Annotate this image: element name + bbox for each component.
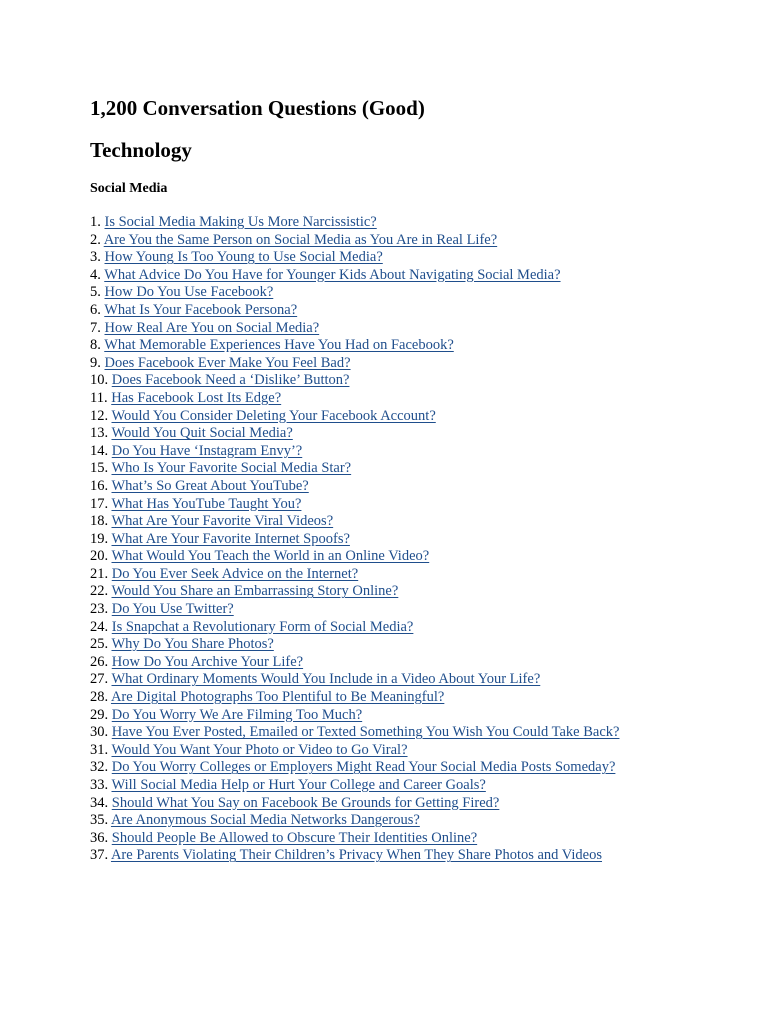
- list-item: [90, 214, 690, 232]
- question-link[interactable]: How Young Is Too Young to Use Social Media?: [104, 249, 383, 266]
- question-number: 15.: [90, 460, 109, 477]
- list-item: [90, 408, 690, 426]
- question-link[interactable]: Are Digital Photographs Too Plentiful to Be Meaningful?: [110, 689, 445, 706]
- question-number: 7.: [90, 319, 101, 336]
- question-link[interactable]: Have You Ever Posted, Emailed or Texted Something You Wish You Could Take Back?: [111, 724, 620, 741]
- question-link[interactable]: Will Social Media Help or Hurt Your College and Career Goals?: [111, 777, 486, 793]
- question-number: 8.: [90, 337, 101, 354]
- question-number: 37.: [90, 847, 109, 864]
- question-link[interactable]: Should People Be Allowed to Obscure Their Identities Online?: [111, 829, 478, 846]
- question-link[interactable]: Do You Have ‘Instagram Envy’?: [111, 442, 303, 459]
- document-page: [90, 94, 690, 865]
- question-link[interactable]: Would You Share an Embarrassing Story Online?: [111, 583, 399, 600]
- list-item: [90, 619, 690, 637]
- question-number: 21.: [90, 565, 109, 582]
- list-item: [90, 671, 690, 689]
- question-number: 35.: [90, 812, 109, 829]
- list-item: [90, 425, 690, 443]
- list-item: [90, 232, 690, 250]
- question-link[interactable]: Do You Worry We Are Filming Too Much?: [111, 706, 363, 723]
- list-item: [90, 777, 690, 795]
- list-item: [90, 390, 690, 408]
- question-number: 4.: [90, 266, 101, 283]
- question-link[interactable]: Is Snapchat a Revolutionary Form of Social Media?: [111, 618, 414, 635]
- list-item: [90, 759, 690, 777]
- question-number: 1.: [90, 214, 101, 230]
- question-number: 33.: [90, 777, 109, 793]
- question-number: 18.: [90, 513, 109, 530]
- question-link[interactable]: What Would You Teach the World in an Online Video?: [111, 548, 430, 565]
- question-link[interactable]: Who Is Your Favorite Social Media Star?: [111, 460, 352, 477]
- question-link[interactable]: How Do You Use Facebook?: [104, 284, 274, 301]
- list-item: [90, 583, 690, 601]
- list-item: [90, 636, 690, 654]
- list-item: [90, 337, 690, 355]
- list-item: [90, 601, 690, 619]
- question-number: 17.: [90, 495, 109, 512]
- question-link[interactable]: Has Facebook Lost Its Edge?: [111, 389, 282, 406]
- question-link[interactable]: What Is Your Facebook Persona?: [104, 301, 298, 318]
- list-item: [90, 689, 690, 707]
- question-link[interactable]: Are Parents Violating Their Children’s Privacy When They Share Photos and Videos: [110, 847, 603, 864]
- question-number: 6.: [90, 301, 101, 318]
- question-link[interactable]: Would You Quit Social Media?: [111, 425, 293, 442]
- list-item: [90, 724, 690, 742]
- list-item: [90, 320, 690, 338]
- list-item: [90, 513, 690, 531]
- list-item: [90, 284, 690, 302]
- question-number: 27.: [90, 671, 109, 688]
- list-item: [90, 443, 690, 461]
- list-item: [90, 372, 690, 390]
- question-link[interactable]: What’s So Great About YouTube?: [111, 477, 309, 494]
- list-item: [90, 531, 690, 549]
- subsection-title: Social Media: [90, 181, 168, 196]
- question-number: 28.: [90, 689, 109, 706]
- question-link[interactable]: Why Do You Share Photos?: [111, 636, 274, 653]
- question-link[interactable]: How Do You Archive Your Life?: [111, 653, 304, 670]
- question-number: 30.: [90, 724, 109, 741]
- question-number: 13.: [90, 425, 109, 442]
- question-number: 5.: [90, 284, 101, 301]
- question-number: 31.: [90, 741, 109, 758]
- list-item: [90, 249, 690, 267]
- question-number: 9.: [90, 354, 101, 371]
- question-link[interactable]: Would You Consider Deleting Your Facebook Account?: [111, 407, 436, 424]
- document-title: 1,200 Conversation Questions (Good): [90, 96, 425, 120]
- section-title: Technology: [90, 138, 192, 162]
- question-link[interactable]: Do You Use Twitter?: [111, 601, 234, 618]
- question-link[interactable]: Do You Worry Colleges or Employers Might Read Your Social Media Posts Someday?: [111, 759, 616, 776]
- question-link[interactable]: Do You Ever Seek Advice on the Internet?: [111, 565, 359, 582]
- list-item: [90, 847, 690, 865]
- question-number: 24.: [90, 618, 109, 635]
- question-number: 19.: [90, 530, 109, 547]
- question-link[interactable]: Are You the Same Person on Social Media as You Are in Real Life?: [103, 231, 498, 248]
- list-item: [90, 830, 690, 848]
- list-item: [90, 566, 690, 584]
- question-link[interactable]: What Are Your Favorite Viral Videos?: [111, 513, 334, 530]
- question-number: 25.: [90, 636, 109, 653]
- list-item: [90, 707, 690, 725]
- question-number: 2.: [90, 231, 101, 248]
- question-link[interactable]: What Advice Do You Have for Younger Kids About Navigating Social Media?: [104, 266, 561, 283]
- question-link[interactable]: What Are Your Favorite Internet Spoofs?: [111, 530, 350, 547]
- question-link[interactable]: What Memorable Experiences Have You Had on Facebook?: [104, 337, 454, 354]
- list-item: [90, 496, 690, 514]
- question-number: 10.: [90, 372, 109, 389]
- question-link[interactable]: Would You Want Your Photo or Video to Go Viral?: [111, 741, 408, 758]
- question-number: 11.: [90, 389, 108, 406]
- question-number: 22.: [90, 583, 109, 600]
- list-item: [90, 355, 690, 373]
- question-number: 20.: [90, 548, 109, 565]
- question-number: 34.: [90, 794, 109, 811]
- question-link[interactable]: Are Anonymous Social Media Networks Dangerous?: [110, 812, 420, 829]
- question-link[interactable]: What Ordinary Moments Would You Include in a Video About Your Life?: [111, 671, 541, 688]
- list-item: [90, 302, 690, 320]
- question-number: 36.: [90, 829, 109, 846]
- question-link[interactable]: How Real Are You on Social Media?: [104, 319, 320, 336]
- question-number: 32.: [90, 759, 109, 776]
- question-link[interactable]: What Has YouTube Taught You?: [111, 495, 302, 512]
- list-item: [90, 812, 690, 830]
- question-number: 29.: [90, 706, 109, 723]
- question-number: 12.: [90, 407, 109, 424]
- question-link[interactable]: Should What You Say on Facebook Be Grounds for Getting Fired?: [111, 794, 500, 811]
- question-number: 26.: [90, 653, 109, 670]
- question-link[interactable]: Does Facebook Need a ‘Dislike’ Button?: [111, 372, 350, 389]
- list-item: [90, 548, 690, 566]
- list-item: [90, 478, 690, 496]
- question-link[interactable]: Does Facebook Ever Make You Feel Bad?: [104, 354, 351, 371]
- list-item: [90, 267, 690, 285]
- list-item: [90, 460, 690, 478]
- list-item: [90, 654, 690, 672]
- list-item: [90, 742, 690, 760]
- list-item: [90, 795, 690, 813]
- question-number: 23.: [90, 601, 109, 618]
- question-number: 14.: [90, 442, 109, 459]
- question-list: [90, 214, 690, 865]
- question-number: 3.: [90, 249, 101, 266]
- question-number: 16.: [90, 477, 109, 494]
- question-link[interactable]: Is Social Media Making Us More Narcissistic?: [104, 214, 377, 230]
